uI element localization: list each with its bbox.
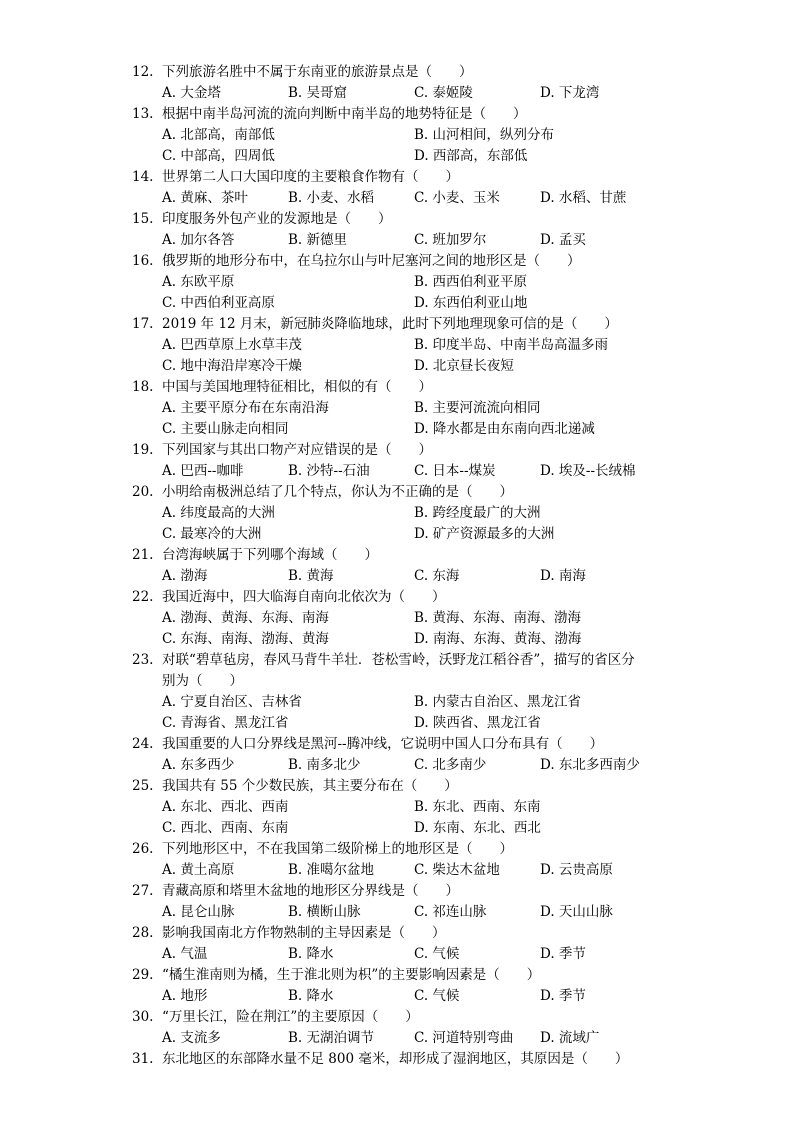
question-text: “橘生淮南则为橘，生于淮北则为枳”的主要影响因素是（ ） — [162, 967, 541, 983]
option-a: A. 宁夏自治区、吉林省 — [162, 694, 302, 710]
options-row — [162, 146, 762, 167]
option-b: B. 吴哥窟 — [288, 85, 348, 101]
question-number: 12. — [132, 64, 154, 80]
question-stem — [132, 167, 772, 188]
options-row — [162, 566, 762, 587]
option-c: C. 柴达木盆地 — [414, 862, 500, 878]
option-b: B. 黄海、东海、南海、渤海 — [414, 610, 582, 626]
question-number: 18. — [132, 379, 154, 395]
option-a: A. 地形 — [162, 988, 208, 1004]
question-number: 28. — [132, 925, 154, 941]
option-d: D. 季节 — [540, 988, 586, 1004]
question-text: 印度服务外包产业的发源地是（ ） — [162, 211, 392, 227]
question-number: 27. — [132, 883, 154, 899]
option-b: B. 跨经度最广的大洲 — [414, 505, 541, 521]
option-d: D. 埃及--长绒棉 — [540, 463, 636, 479]
question-number: 15. — [132, 211, 154, 227]
option-c: C. 班加罗尔 — [414, 232, 487, 248]
question-stem — [132, 482, 772, 503]
options-row — [162, 272, 762, 293]
option-b: B. 降水 — [288, 946, 334, 962]
option-a: A. 渤海 — [162, 568, 208, 584]
options-row — [162, 293, 762, 314]
options-row — [162, 713, 762, 734]
option-b: B. 南多北少 — [288, 757, 361, 773]
question-text: 2019 年 12 月末，新冠肺炎降临地球，此时下列地理现象可信的是（ ） — [162, 316, 618, 332]
question-stem — [132, 776, 772, 797]
option-a: A. 支流多 — [162, 1030, 221, 1046]
option-d: D. 东南、东北、西北 — [414, 820, 541, 836]
question-stem — [132, 839, 772, 860]
option-a: A. 主要平原分布在东南沿海 — [162, 400, 329, 416]
option-b: B. 降水 — [288, 988, 334, 1004]
option-b: B. 东北、西南、东南 — [414, 799, 541, 815]
option-c: C. 中部高，四周低 — [162, 148, 275, 164]
options-row — [162, 818, 762, 839]
option-d: D. 西部高，东部低 — [414, 148, 528, 164]
options-row — [162, 356, 762, 377]
question-text: 下列地形区中，不在我国第二级阶梯上的地形区是（ ） — [162, 841, 513, 857]
question-text: 下列国家与其出口物产对应错误的是（ ） — [162, 442, 432, 458]
option-b: B. 准噶尔盆地 — [288, 862, 375, 878]
options-row — [162, 986, 762, 1007]
option-c: C. 河道特别弯曲 — [414, 1030, 514, 1046]
option-c: C. 东海 — [414, 568, 460, 584]
option-c: C. 气候 — [414, 988, 460, 1004]
options-row — [162, 398, 762, 419]
option-b: B. 无湖泊调节 — [288, 1030, 375, 1046]
question-stem — [132, 587, 772, 608]
option-b: B. 西西伯利亚平原 — [414, 274, 528, 290]
question-number: 21. — [132, 547, 154, 563]
question-stem — [132, 965, 772, 986]
question-stem — [132, 650, 772, 671]
options-row — [162, 83, 762, 104]
question-number: 22. — [132, 589, 154, 605]
question-text: 根据中南半岛河流的流向判断中南半岛的地势特征是（ ） — [162, 106, 527, 122]
question-number: 29. — [132, 967, 154, 983]
option-d: D. 天山山脉 — [540, 904, 613, 920]
question-text: 东北地区的东部降水量不足 800 毫米，却形成了湿润地区，其原因是（ ） — [162, 1051, 629, 1067]
question-text: 下列旅游名胜中不属于东南亚的旅游景点是（ ） — [162, 64, 473, 80]
option-a: A. 巴西--咖啡 — [162, 463, 244, 479]
question-text: 青藏高原和塔里木盆地的地形区分界线是（ ） — [162, 883, 459, 899]
option-d: D. 孟买 — [540, 232, 586, 248]
option-d: D. 南海、东海、黄海、渤海 — [414, 631, 582, 647]
options-row — [162, 188, 762, 209]
question-number: 16. — [132, 253, 154, 269]
question-stem — [132, 1007, 772, 1028]
options-row — [162, 419, 762, 440]
question-number: 20. — [132, 484, 154, 500]
question-number: 19. — [132, 442, 154, 458]
options-row — [162, 125, 762, 146]
option-b: B. 山河相间，纵列分布 — [414, 127, 555, 143]
question-stem-continued — [132, 671, 772, 692]
option-a: A. 黄麻、茶叶 — [162, 190, 248, 206]
options-row — [162, 608, 762, 629]
option-b: B. 沙特--石油 — [288, 463, 370, 479]
options-row — [162, 230, 762, 251]
option-c: C. 气候 — [414, 946, 460, 962]
option-a: A. 纬度最高的大洲 — [162, 505, 275, 521]
options-row — [162, 524, 762, 545]
option-d: D. 下龙湾 — [540, 85, 600, 101]
question-text: 我国重要的人口分界线是黑河--腾冲线，它说明中国人口分布具有（ ） — [162, 736, 604, 752]
option-d: D. 矿产资源最多的大洲 — [414, 526, 555, 542]
option-d: D. 陕西省、黑龙江省 — [414, 715, 541, 731]
question-number: 24. — [132, 736, 154, 752]
question-text: 台湾海峡属于下列哪个海域（ ） — [162, 547, 378, 563]
option-d: D. 东北多西南少 — [540, 757, 640, 773]
option-b: B. 主要河流流向相同 — [414, 400, 541, 416]
option-c: C. 青海省、黑龙江省 — [162, 715, 289, 731]
question-number: 31. — [132, 1051, 154, 1067]
option-c: C. 东海、南海、渤海、黄海 — [162, 631, 329, 647]
option-b: B. 黄海 — [288, 568, 334, 584]
question-number: 14. — [132, 169, 154, 185]
options-row — [162, 860, 762, 881]
question-stem — [132, 923, 772, 944]
question-number: 23. — [132, 652, 154, 668]
question-stem — [132, 881, 772, 902]
question-stem — [132, 104, 772, 125]
option-d: D. 流域广 — [540, 1030, 600, 1046]
option-a: A. 昆仑山脉 — [162, 904, 235, 920]
options-row — [162, 944, 762, 965]
question-number: 13. — [132, 106, 154, 122]
options-row — [162, 461, 762, 482]
question-text: 小明给南极洲总结了几个特点，你认为不正确的是（ ） — [162, 484, 513, 500]
options-row — [162, 629, 762, 650]
options-row — [162, 503, 762, 524]
option-b: B. 内蒙古自治区、黑龙江省 — [414, 694, 582, 710]
option-c: C. 地中海沿岸寒冷干燥 — [162, 358, 302, 374]
option-a: A. 加尔各答 — [162, 232, 235, 248]
question-text: 对联“碧草毡房，春风马背牛羊壮．苍松雪岭，沃野龙江稻谷香”，描写的省区分 — [162, 652, 635, 668]
question-text: 我国共有 55 个少数民族，其主要分布在（ ） — [162, 778, 458, 794]
option-a: A. 东北、西北、西南 — [162, 799, 289, 815]
option-a: A. 东欧平原 — [162, 274, 235, 290]
option-b: B. 小麦、水稻 — [288, 190, 375, 206]
option-c: C. 泰姬陵 — [414, 85, 473, 101]
option-c: C. 日本--煤炭 — [414, 463, 496, 479]
option-a: A. 气温 — [162, 946, 208, 962]
option-d: D. 水稻、甘蔗 — [540, 190, 627, 206]
question-text: 世界第二人口大国印度的主要粮食作物有（ ） — [162, 169, 459, 185]
question-number: 25. — [132, 778, 154, 794]
question-stem — [132, 314, 772, 335]
option-c: C. 中西伯利亚高原 — [162, 295, 275, 311]
option-c: C. 北多南少 — [414, 757, 487, 773]
question-stem — [132, 251, 772, 272]
option-a: A. 东多西少 — [162, 757, 235, 773]
options-row — [162, 692, 762, 713]
option-b: B. 新德里 — [288, 232, 348, 248]
question-text-line2: 别为（ ） — [162, 673, 243, 689]
option-a: A. 巴西草原上水草丰茂 — [162, 337, 302, 353]
question-text: 影响我国南北方作物熟制的主导因素是（ ） — [162, 925, 446, 941]
option-a: A. 黄土高原 — [162, 862, 235, 878]
option-c: C. 小麦、玉米 — [414, 190, 500, 206]
option-c: C. 最寒冷的大洲 — [162, 526, 262, 542]
option-d: D. 季节 — [540, 946, 586, 962]
option-d: D. 东西伯利亚山地 — [414, 295, 528, 311]
question-text: 俄罗斯的地形分布中，在乌拉尔山与叶尼塞河之间的地形区是（ ） — [162, 253, 581, 269]
question-text: “万里长江，险在荆江”的主要原因（ ） — [162, 1009, 419, 1025]
option-c: C. 祁连山脉 — [414, 904, 487, 920]
option-a: A. 渤海、黄海、东海、南海 — [162, 610, 329, 626]
question-text: 我国近海中，四大临海自南向北依次为（ ） — [162, 589, 446, 605]
options-row — [162, 797, 762, 818]
option-b: B. 印度半岛、中南半岛高温多雨 — [414, 337, 609, 353]
option-b: B. 横断山脉 — [288, 904, 361, 920]
options-row — [162, 335, 762, 356]
question-number: 26. — [132, 841, 154, 857]
question-stem — [132, 734, 772, 755]
option-d: D. 降水都是由东南向西北递减 — [414, 421, 595, 437]
option-c: C. 西北、西南、东南 — [162, 820, 289, 836]
option-d: D. 北京昼长夜短 — [414, 358, 514, 374]
question-stem — [132, 440, 772, 461]
option-d: D. 云贵高原 — [540, 862, 613, 878]
question-text: 中国与美国地理特征相比，相似的有（ ） — [162, 379, 432, 395]
question-stem — [132, 377, 772, 398]
options-row — [162, 755, 762, 776]
question-number: 17. — [132, 316, 154, 332]
question-stem — [132, 62, 772, 83]
question-stem — [132, 209, 772, 230]
options-row — [162, 1028, 762, 1049]
options-row — [162, 902, 762, 923]
option-d: D. 南海 — [540, 568, 586, 584]
question-number: 30. — [132, 1009, 154, 1025]
question-stem — [132, 1049, 772, 1070]
question-stem — [132, 545, 772, 566]
option-a: A. 北部高，南部低 — [162, 127, 275, 143]
option-a: A. 大金塔 — [162, 85, 221, 101]
option-c: C. 主要山脉走向相同 — [162, 421, 289, 437]
